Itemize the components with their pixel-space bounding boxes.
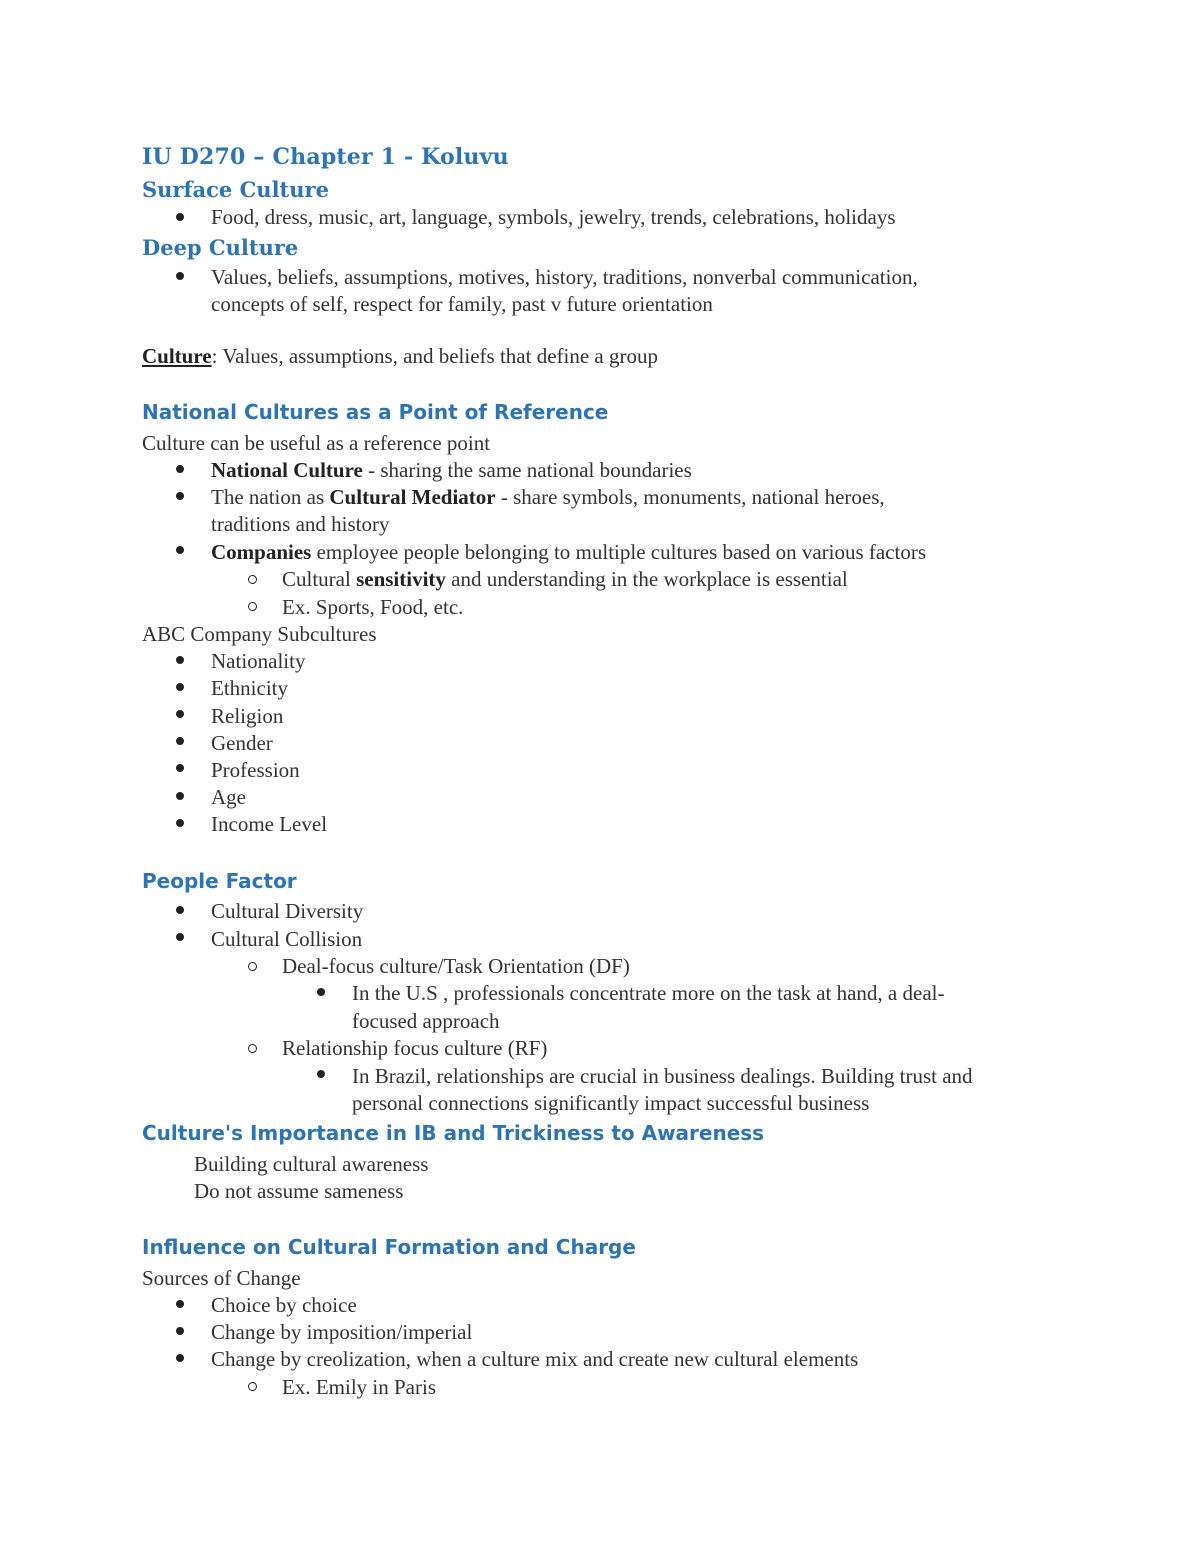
bullet-icon <box>176 764 184 772</box>
bullet-icon <box>176 1327 184 1335</box>
national-bullet-2-line-2: traditions and history <box>211 512 390 536</box>
bullet-icon <box>317 988 325 996</box>
abc-item: Income Level <box>211 812 328 836</box>
abc-item: Gender <box>211 731 273 755</box>
influence-sub-bullet-1: Ex. Emily in Paris <box>282 1375 436 1399</box>
bullet-icon <box>176 546 184 554</box>
abc-item: Age <box>211 785 246 809</box>
heading-importance: Culture's Importance in IB and Trickiness to Awareness <box>142 1121 765 1145</box>
culture-definition-text: : Values, assumptions, and beliefs that define a group <box>211 344 658 368</box>
national-bullet-2-text: - share symbols, monuments, national heroes, <box>495 485 885 509</box>
national-bullet-2-pre: The nation as <box>211 485 330 509</box>
cultural-mediator-term: Cultural Mediator <box>329 485 496 509</box>
bullet-icon <box>317 1070 325 1078</box>
national-culture-term: National Culture <box>211 458 363 482</box>
heading-influence: Influence on Cultural Formation and Charge <box>142 1235 636 1259</box>
abc-item: Nationality <box>211 649 306 673</box>
bullet-icon <box>176 1300 184 1308</box>
bullet-icon <box>176 906 184 914</box>
national-bullet-2 <box>211 484 885 511</box>
deal-focus-detail-line-1: In the U.S , professionals concentrate more on the task at hand, a deal- <box>352 981 945 1005</box>
importance-line-2: Do not assume sameness <box>194 1179 404 1203</box>
national-bullet-1-text: - sharing the same national boundaries <box>362 458 692 482</box>
surface-culture-item: Food, dress, music, art, language, symbols, jewelry, trends, celebrations, holidays <box>211 205 896 229</box>
bullet-icon <box>176 213 184 221</box>
bullet-icon <box>176 792 184 800</box>
bullet-icon <box>176 272 184 280</box>
deep-culture-line-1: Values, beliefs, assumptions, motives, history, traditions, nonverbal communication, <box>211 265 918 289</box>
relationship-focus-detail-line-1: In Brazil, relationships are crucial in business dealings. Building trust and <box>352 1064 973 1088</box>
culture-definition <box>142 343 658 370</box>
abc-item: Religion <box>211 704 284 728</box>
sensitivity-term: sensitivity <box>356 567 446 591</box>
bullet-icon <box>176 492 184 500</box>
relationship-focus-detail-line-2: personal connections significantly impact successful business <box>352 1091 870 1115</box>
national-sub-bullet-2: Ex. Sports, Food, etc. <box>282 595 464 619</box>
culture-term: Culture <box>142 344 212 368</box>
abc-subcultures-label: ABC Company Subcultures <box>142 622 377 646</box>
heading-surface-culture: Surface Culture <box>142 177 329 202</box>
relationship-focus-item: Relationship focus culture (RF) <box>282 1036 548 1060</box>
bullet-icon <box>176 683 184 691</box>
bullet-icon <box>176 933 184 941</box>
sub-bullet-icon <box>248 1382 257 1391</box>
bullet-icon <box>176 737 184 745</box>
influence-bullet-3: Change by creolization, when a culture mix and create new cultural elements <box>211 1347 859 1371</box>
people-bullet-1: Cultural Diversity <box>211 899 364 923</box>
people-bullet-2: Cultural Collision <box>211 927 363 951</box>
national-bullet-3-text: employee people belonging to multiple cultures based on various factors <box>311 540 927 564</box>
bullet-icon <box>176 656 184 664</box>
document-title: IU D270 – Chapter 1 - Koluvu <box>142 144 509 170</box>
heading-deep-culture: Deep Culture <box>142 235 299 260</box>
sub-bullet-1-text: and understanding in the workplace is essential <box>445 567 848 591</box>
companies-term: Companies <box>211 540 312 564</box>
national-bullet-3 <box>211 539 926 566</box>
sub-bullet-icon <box>248 962 257 971</box>
bullet-icon <box>176 710 184 718</box>
sub-bullet-1-pre: Cultural <box>282 567 357 591</box>
national-intro: Culture can be useful as a reference point <box>142 431 491 455</box>
national-sub-bullet-1 <box>282 566 848 593</box>
deal-focus-detail-line-2: focused approach <box>352 1009 500 1033</box>
bullet-icon <box>176 465 184 473</box>
abc-item: Profession <box>211 758 300 782</box>
national-bullet-1 <box>211 457 692 484</box>
influence-bullet-2: Change by imposition/imperial <box>211 1320 473 1344</box>
bullet-icon <box>176 1354 184 1362</box>
bullet-icon <box>176 819 184 827</box>
sub-bullet-icon <box>248 602 257 611</box>
sub-bullet-icon <box>248 1044 257 1053</box>
heading-national-cultures: National Cultures as a Point of Reference <box>142 400 609 424</box>
influence-bullet-1: Choice by choice <box>211 1293 357 1317</box>
heading-people-factor: People Factor <box>142 869 297 893</box>
influence-intro: Sources of Change <box>142 1266 301 1290</box>
abc-item: Ethnicity <box>211 676 288 700</box>
deep-culture-line-2: concepts of self, respect for family, past v future orientation <box>211 292 713 316</box>
importance-line-1: Building cultural awareness <box>194 1152 429 1176</box>
deal-focus-item: Deal-focus culture/Task Orientation (DF) <box>282 954 630 978</box>
sub-bullet-icon <box>248 575 257 584</box>
